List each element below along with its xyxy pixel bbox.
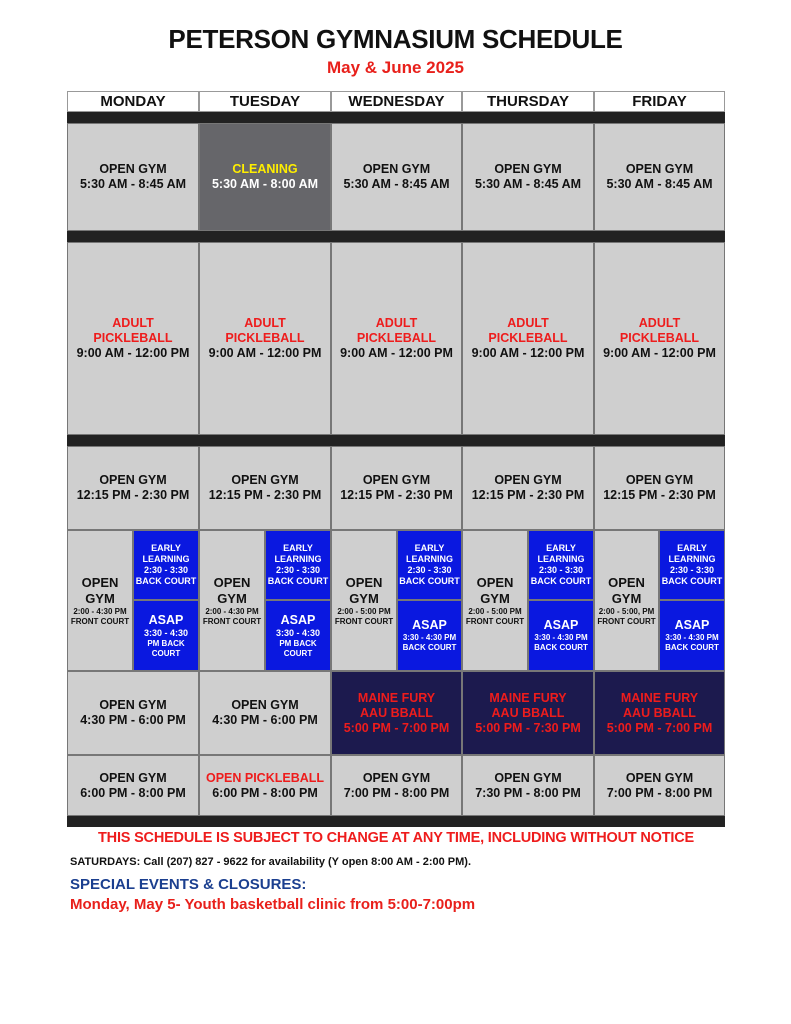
evening1-cell-thursday: MAINE FURY AAU BBALL 5:00 PM - 7:30 PM [462, 671, 594, 755]
evening2-cell-monday: OPEN GYM 6:00 PM - 8:00 PM [67, 755, 199, 816]
row-separator [67, 435, 725, 446]
evening2-cell-friday: OPEN GYM 7:00 PM - 8:00 PM [594, 755, 725, 816]
morning-cell-thursday: OPEN GYM 5:30 AM - 8:45 AM [462, 123, 594, 231]
special-event-item: Monday, May 5- Youth basketball clinic from 5:00-7:00pm [70, 896, 476, 913]
asap-wednesday: ASAP 3:30 - 4:30 PM BACK COURT [397, 600, 462, 671]
day-header-friday: FRIDAY [594, 91, 725, 112]
pickleball-cell-friday: ADULT PICKLEBALL 9:00 AM - 12:00 PM [594, 242, 725, 435]
midday-cell-monday: OPEN GYM 12:15 PM - 2:30 PM [67, 446, 199, 530]
bottom-bar [67, 816, 725, 827]
evening2-cell-wednesday: OPEN GYM 7:00 PM - 8:00 PM [331, 755, 462, 816]
morning-cell-tuesday: CLEANING 5:30 AM - 8:00 AM [199, 123, 331, 231]
day-header-wednesday: WEDNESDAY [331, 91, 462, 112]
afternoon-open-gym-tuesday: OPEN GYM 2:00 - 4:30 PM FRONT COURT [199, 530, 265, 671]
early-learning-wednesday: EARLY LEARNING 2:30 - 3:30 BACK COURT [397, 530, 462, 600]
asap-friday: ASAP 3:30 - 4:30 PM BACK COURT [659, 600, 725, 671]
evening1-cell-wednesday: MAINE FURY AAU BBALL 5:00 PM - 7:00 PM [331, 671, 462, 755]
morning-cell-monday: OPEN GYM 5:30 AM - 8:45 AM [67, 123, 199, 231]
day-header-tuesday: TUESDAY [199, 91, 331, 112]
evening1-cell-tuesday: OPEN GYM 4:30 PM - 6:00 PM [199, 671, 331, 755]
early-learning-friday: EARLY LEARNING 2:30 - 3:30 BACK COURT [659, 530, 725, 600]
afternoon-open-gym-wednesday: OPEN GYM 2:00 - 5:00 PM FRONT COURT [331, 530, 397, 671]
asap-thursday: ASAP 3:30 - 4:30 PM BACK COURT [528, 600, 594, 671]
pickleball-cell-tuesday: ADULT PICKLEBALL 9:00 AM - 12:00 PM [199, 242, 331, 435]
evening1-cell-monday: OPEN GYM 4:30 PM - 6:00 PM [67, 671, 199, 755]
row-separator [67, 231, 725, 242]
early-learning-tuesday: EARLY LEARNING 2:30 - 3:30 BACK COURT [265, 530, 331, 600]
evening2-cell-thursday: OPEN GYM 7:30 PM - 8:00 PM [462, 755, 594, 816]
pickleball-cell-monday: ADULT PICKLEBALL 9:00 AM - 12:00 PM [67, 242, 199, 435]
schedule-change-notice: THIS SCHEDULE IS SUBJECT TO CHANGE AT ANY TIME, INCLUDING WITHOUT NOTICE [98, 830, 694, 846]
asap-monday: ASAP 3:30 - 4:30 PM BACK COURT [133, 600, 199, 671]
asap-tuesday: ASAP 3:30 - 4:30 PM BACK COURT [265, 600, 331, 671]
afternoon-open-gym-friday: OPEN GYM 2:00 - 5:00, PM FRONT COURT [594, 530, 659, 671]
evening2-cell-tuesday: OPEN PICKLEBALL 6:00 PM - 8:00 PM [199, 755, 331, 816]
afternoon-open-gym-thursday: OPEN GYM 2:00 - 5:00 PM FRONT COURT [462, 530, 528, 671]
special-events-heading: SPECIAL EVENTS & CLOSURES: [70, 876, 307, 893]
early-learning-monday: EARLY LEARNING 2:30 - 3:30 BACK COURT [133, 530, 199, 600]
midday-cell-thursday: OPEN GYM 12:15 PM - 2:30 PM [462, 446, 594, 530]
day-header-thursday: THURSDAY [462, 91, 594, 112]
page-subtitle: May & June 2025 [326, 58, 464, 77]
afternoon-open-gym-monday: OPEN GYM 2:00 - 4:30 PM FRONT COURT [67, 530, 133, 671]
early-learning-thursday: EARLY LEARNING 2:30 - 3:30 BACK COURT [528, 530, 594, 600]
pickleball-cell-wednesday: ADULT PICKLEBALL 9:00 AM - 12:00 PM [331, 242, 462, 435]
page-title: PETERSON GYMNASIUM SCHEDULE [168, 24, 623, 54]
morning-cell-friday: OPEN GYM 5:30 AM - 8:45 AM [594, 123, 725, 231]
evening1-cell-friday: MAINE FURY AAU BBALL 5:00 PM - 7:00 PM [594, 671, 725, 755]
midday-cell-tuesday: OPEN GYM 12:15 PM - 2:30 PM [199, 446, 331, 530]
day-header-monday: MONDAY [67, 91, 199, 112]
midday-cell-friday: OPEN GYM 12:15 PM - 2:30 PM [594, 446, 725, 530]
saturdays-info: SATURDAYS: Call (207) 827 - 9622 for availability (Y open 8:00 AM - 2:00 PM). [70, 856, 472, 868]
midday-cell-wednesday: OPEN GYM 12:15 PM - 2:30 PM [331, 446, 462, 530]
schedule-grid [67, 91, 725, 827]
morning-cell-wednesday: OPEN GYM 5:30 AM - 8:45 AM [331, 123, 462, 231]
pickleball-cell-thursday: ADULT PICKLEBALL 9:00 AM - 12:00 PM [462, 242, 594, 435]
row-separator [67, 112, 725, 123]
